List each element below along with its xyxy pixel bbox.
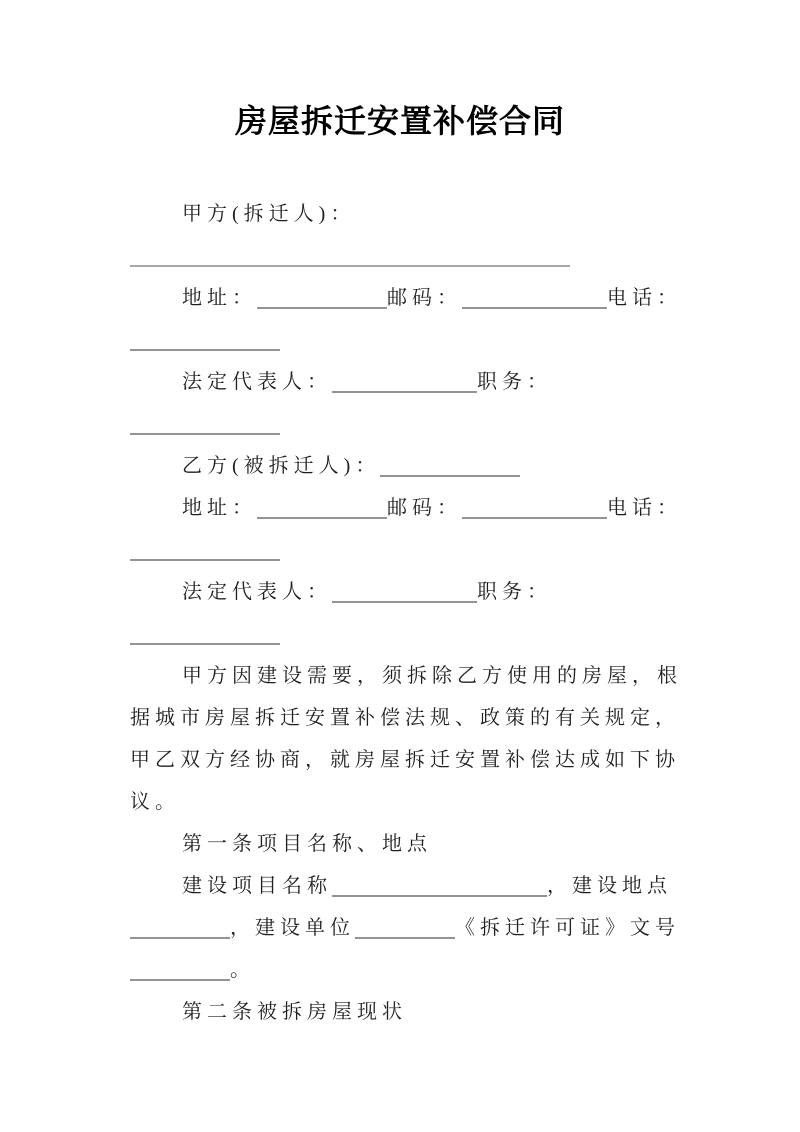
party-b-phone-blank	[130, 535, 280, 561]
party-a-position-blank-row	[130, 403, 692, 445]
preamble-line: 议。	[130, 791, 180, 813]
unit-label: ，建设单位	[230, 917, 355, 939]
party-a-phone-blank-row	[130, 319, 692, 361]
party-a-name-label: 甲方(拆迁人)：	[182, 203, 356, 225]
clause2-heading: 第二条被拆房屋现状	[182, 1001, 407, 1023]
phone-label: 电话：	[607, 287, 682, 309]
position-label: 职务：	[477, 581, 552, 603]
preamble-line: 甲乙双方经协商，就房屋拆迁安置补偿达成如下协	[130, 749, 680, 771]
address-label: 地址：	[182, 497, 257, 519]
clause1-project-row	[130, 865, 692, 907]
party-a-address-row	[130, 277, 692, 319]
zip-label: 邮码：	[387, 497, 462, 519]
party-a-legal-rep-row	[130, 361, 692, 403]
party-a-zip-blank	[462, 283, 607, 309]
party-b-position-blank-row	[130, 613, 692, 655]
party-b-name-blank	[380, 451, 520, 477]
document-title: 房屋拆迁安置补偿合同	[234, 103, 565, 139]
project-name-blank	[332, 871, 547, 897]
project-name-label: 建设项目名称	[182, 875, 332, 897]
location-blank	[130, 913, 230, 939]
party-a-name-blank-row	[130, 235, 692, 277]
party-b-address-row	[130, 487, 692, 529]
party-b-position-blank	[130, 619, 280, 645]
phone-label: 电话：	[607, 497, 682, 519]
party-a-position-blank	[130, 409, 280, 435]
unit-blank	[355, 913, 455, 939]
party-b-legal-rep-blank	[332, 577, 477, 603]
zip-label: 邮码：	[387, 287, 462, 309]
party-a-address-blank	[257, 283, 387, 309]
party-b-phone-blank-row	[130, 529, 692, 571]
party-b-name-row	[130, 445, 692, 487]
preamble-line: 据城市房屋拆迁安置补偿法规、政策的有关规定，	[130, 707, 680, 729]
clause1-unit-row	[130, 907, 692, 949]
party-a-name-blank	[130, 241, 570, 267]
preamble-line: 甲方因建设需要，须拆除乙方使用的房屋，根	[182, 665, 682, 687]
address-label: 地址：	[182, 287, 257, 309]
party-a-legal-rep-blank	[332, 367, 477, 393]
party-a-phone-blank	[130, 325, 280, 351]
party-b-zip-blank	[462, 493, 607, 519]
clause1-permit-number-row	[130, 949, 692, 991]
legal-rep-label: 法定代表人：	[182, 371, 332, 393]
position-label: 职务：	[477, 371, 552, 393]
party-b-legal-rep-row	[130, 571, 692, 613]
legal-rep-label: 法定代表人：	[182, 581, 332, 603]
location-label: ，建设地点	[547, 875, 672, 897]
permit-number-blank	[130, 955, 230, 981]
sentence-period: 。	[230, 959, 255, 981]
party-a-name-row	[130, 193, 692, 235]
party-b-name-label: 乙方(被拆迁人)：	[182, 455, 381, 477]
permit-label: 《拆迁许可证》文号	[455, 917, 680, 939]
party-b-address-blank	[257, 493, 387, 519]
clause1-heading: 第一条项目名称、地点	[182, 833, 432, 855]
